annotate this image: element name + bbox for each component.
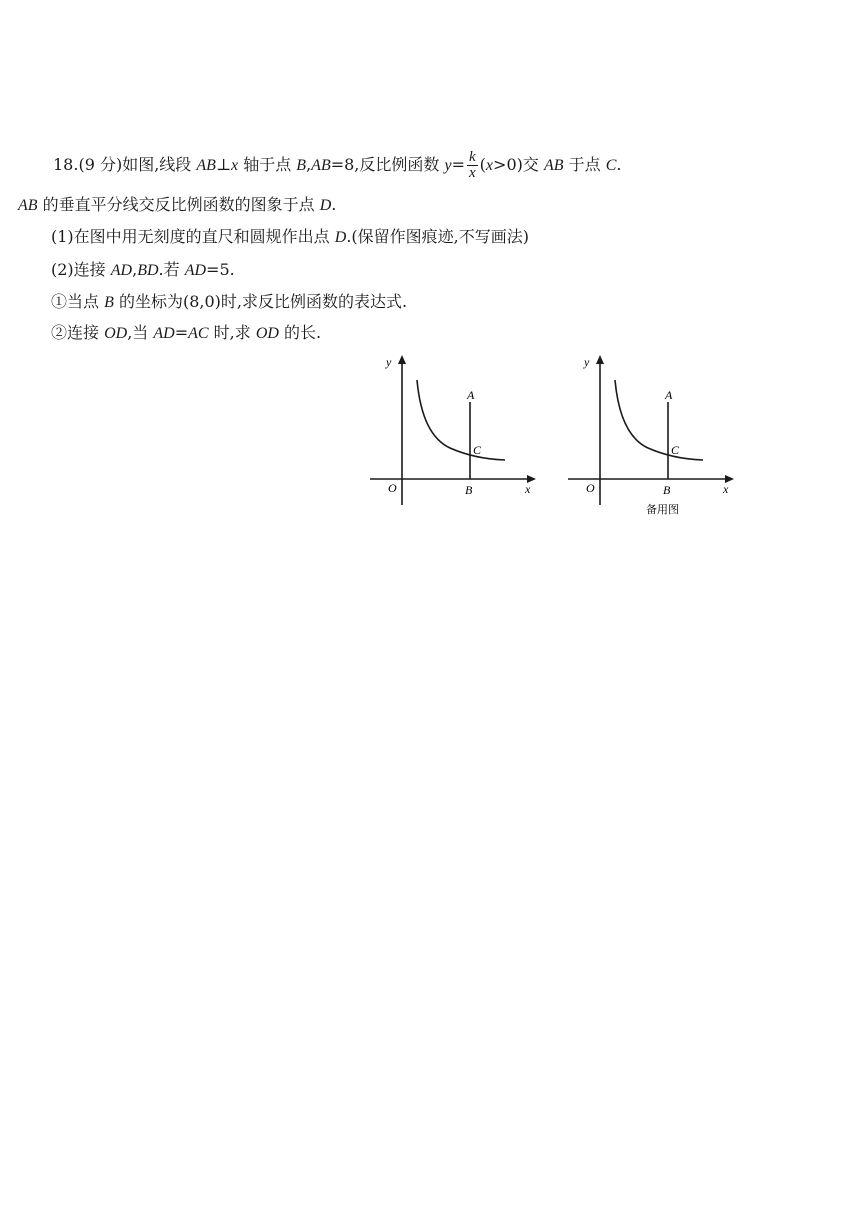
- stem-text: (: [479, 155, 486, 174]
- s2-text: ②连接: [51, 323, 105, 342]
- sub-question-1: [51, 292, 407, 313]
- figure-main: [360, 350, 540, 510]
- question-2: [51, 260, 235, 281]
- equals: =: [451, 155, 465, 174]
- stem-text: 如图,线段: [122, 155, 197, 174]
- stem-text: =8,反比例函数: [330, 155, 445, 174]
- segment-ab: AB: [196, 157, 216, 174]
- segment-od: OD: [104, 325, 128, 342]
- segment-ad: AD: [110, 262, 133, 279]
- fraction-denominator: x: [469, 165, 476, 181]
- point-c: C: [605, 157, 617, 174]
- segment-ac: AC: [188, 325, 209, 342]
- y-axis-label: y: [386, 355, 392, 369]
- y-axis-label: y: [584, 355, 590, 369]
- s2-text: ,当: [127, 323, 154, 342]
- stem-text: .: [616, 155, 622, 174]
- segment-od: OD: [255, 325, 279, 342]
- point-a-label: A: [665, 388, 673, 402]
- s2-text: 的长.: [278, 323, 322, 342]
- segment-bd: BD: [137, 262, 159, 279]
- x-axis-label: x: [525, 482, 531, 496]
- point-c-label: C: [473, 443, 482, 457]
- var-x: x: [485, 157, 494, 174]
- perp-symbol: ⊥: [215, 155, 231, 174]
- q2-text: .若: [158, 260, 185, 279]
- stem-text: ,: [306, 155, 312, 174]
- q1-text: (1)在图中用无刻度的直尺和圆规作出点: [51, 227, 335, 246]
- sub-question-2: [51, 323, 321, 344]
- stem-text: 轴于点: [238, 155, 297, 174]
- segment-ad: AD: [184, 262, 207, 279]
- fraction-k-over-x: [467, 150, 478, 181]
- question-1: [51, 227, 529, 248]
- point-c-label: C: [671, 443, 680, 457]
- stem-text: >0)交: [493, 155, 544, 174]
- hyperbola-curve: [615, 380, 703, 460]
- stem-text: 的垂直平分线交反比例函数的图象于点: [37, 195, 320, 214]
- problem-number: 18.: [53, 155, 79, 174]
- segment-ab: AB: [311, 157, 331, 174]
- y-axis-arrow: [398, 355, 406, 364]
- s1-text: 的坐标为(8,0)时,求反比例函数的表达式.: [113, 292, 408, 311]
- origin-label: O: [388, 481, 397, 495]
- problem-points: (9 分): [78, 155, 123, 174]
- stem-text: 于点: [563, 155, 606, 174]
- segment-ab: AB: [543, 157, 564, 174]
- point-d: D: [334, 229, 347, 246]
- s2-text: 时,求: [208, 323, 256, 342]
- func-y: y: [444, 157, 452, 174]
- point-b-label: B: [663, 483, 671, 497]
- point-b: B: [296, 157, 307, 174]
- y-axis-arrow: [596, 355, 604, 364]
- s1-text: ①当点: [51, 292, 105, 311]
- figure-caption: 备用图: [646, 503, 679, 516]
- q2-text: ,: [132, 260, 138, 279]
- x-axis-label: x: [723, 482, 729, 496]
- fraction-numerator: k: [469, 149, 476, 165]
- origin-label: O: [586, 481, 595, 495]
- q2-text: (2)连接: [51, 260, 111, 279]
- q1-text: .(保留作图痕迹,不写画法): [346, 227, 529, 246]
- segment-ab: AB: [18, 197, 38, 214]
- segment-ad: AD: [153, 325, 175, 342]
- var-x: x: [231, 157, 239, 174]
- problem-stem-line2: [18, 195, 336, 216]
- figure-backup: [558, 350, 738, 525]
- point-a-label: A: [467, 388, 475, 402]
- equals: =: [174, 323, 189, 342]
- point-b-label: B: [465, 483, 473, 497]
- hyperbola-curve: [417, 380, 505, 460]
- problem-stem-line1: [53, 150, 621, 181]
- point-d: D: [319, 197, 332, 214]
- q2-text: =5.: [206, 260, 235, 279]
- point-b: B: [104, 294, 114, 311]
- stem-text: .: [331, 195, 337, 214]
